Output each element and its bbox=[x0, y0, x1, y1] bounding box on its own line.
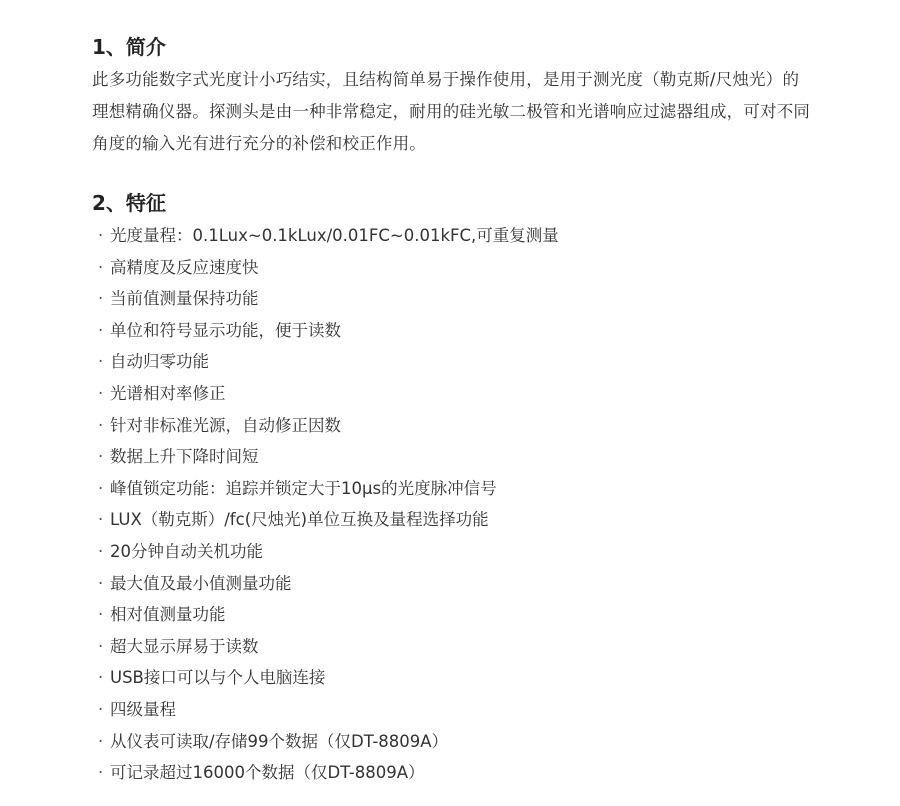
section-title-intro: 1、简介 bbox=[92, 35, 166, 59]
bullet-dot-icon: · bbox=[98, 257, 104, 277]
feature-list-item bbox=[92, 504, 812, 536]
feature-text: 高精度及反应速度快 bbox=[110, 257, 259, 277]
bullet-dot-icon: · bbox=[98, 226, 104, 245]
feature-text: 可记录超过16000个数据（仅DT-8809A） bbox=[110, 763, 425, 783]
feature-text: 20分钟自动关机功能 bbox=[110, 541, 263, 561]
feature-text: 超大显示屏易于读数 bbox=[110, 636, 259, 656]
feature-text: 四级量程 bbox=[110, 699, 176, 719]
feature-list-item bbox=[92, 536, 812, 568]
feature-list-item bbox=[92, 599, 812, 631]
bullet-dot-icon: · bbox=[98, 573, 104, 593]
feature-text: 相对值测量功能 bbox=[110, 605, 226, 625]
feature-list-item bbox=[92, 757, 812, 789]
feature-text: 光谱相对率修正 bbox=[110, 383, 226, 403]
bullet-dot-icon: · bbox=[98, 731, 104, 751]
feature-text: 最大值及最小值测量功能 bbox=[110, 573, 292, 593]
section-title-features: 2、特征 bbox=[92, 191, 166, 215]
bullet-dot-icon: · bbox=[98, 352, 104, 372]
intro-paragraph: 此多功能数字式光度计小巧结实，且结构简单易于操作使用，是用于测光度（勒克斯/尺烛光）的理想精确仪器。探测头是由一种非常稳定，耐用的硅光敏二极管和光谱响应过滤器组成，可对不同角度的输入光有进行充分的补偿和校正作用。 bbox=[92, 70, 811, 153]
feature-text: LUX（勒克斯）/fc(尺烛光)单位互换及量程选择功能 bbox=[110, 510, 489, 530]
feature-list-item bbox=[92, 631, 812, 663]
feature-list-item bbox=[92, 694, 812, 726]
bullet-dot-icon: · bbox=[98, 320, 104, 340]
bullet-dot-icon: · bbox=[98, 668, 104, 688]
feature-text: 单位和符号显示功能，便于读数 bbox=[110, 320, 341, 340]
feature-list-item bbox=[92, 410, 812, 442]
bullet-dot-icon: · bbox=[98, 383, 104, 403]
feature-list-item bbox=[92, 726, 812, 758]
feature-list-item bbox=[92, 473, 812, 505]
bullet-dot-icon: · bbox=[98, 510, 104, 530]
feature-list bbox=[92, 220, 812, 789]
feature-list-item bbox=[92, 283, 812, 315]
feature-list-item bbox=[92, 568, 812, 600]
bullet-dot-icon: · bbox=[98, 478, 104, 498]
feature-list-item bbox=[92, 441, 812, 473]
bullet-dot-icon: · bbox=[98, 636, 104, 656]
bullet-dot-icon: · bbox=[98, 605, 104, 625]
feature-text: 自动归零功能 bbox=[110, 352, 209, 372]
feature-list-item bbox=[92, 315, 812, 347]
feature-text: 光度量程：0.1Lux~0.1kLux/0.01FC~0.01kFC,可重复测量 bbox=[110, 226, 559, 245]
feature-text: 当前值测量保持功能 bbox=[110, 289, 259, 309]
bullet-dot-icon: · bbox=[98, 415, 104, 435]
feature-text: 峰值锁定功能：追踪并锁定大于10μs的光度脉冲信号 bbox=[110, 478, 497, 498]
feature-list-item bbox=[92, 346, 812, 378]
feature-text: 数据上升下降时间短 bbox=[110, 447, 259, 467]
feature-list-item bbox=[92, 252, 812, 284]
bullet-dot-icon: · bbox=[98, 699, 104, 719]
feature-text: USB接口可以与个人电脑连接 bbox=[110, 668, 326, 688]
bullet-dot-icon: · bbox=[98, 447, 104, 467]
bullet-dot-icon: · bbox=[98, 289, 104, 309]
bullet-dot-icon: · bbox=[98, 763, 104, 783]
bullet-dot-icon: · bbox=[98, 541, 104, 561]
product-description bbox=[92, 30, 812, 789]
feature-list-item bbox=[92, 220, 812, 252]
section-spacer bbox=[92, 160, 812, 186]
feature-text: 针对非标准光源，自动修正因数 bbox=[110, 415, 341, 435]
feature-list-item bbox=[92, 662, 812, 694]
feature-text: 从仪表可读取/存储99个数据（仅DT-8809A） bbox=[110, 731, 449, 751]
feature-list-item bbox=[92, 378, 812, 410]
